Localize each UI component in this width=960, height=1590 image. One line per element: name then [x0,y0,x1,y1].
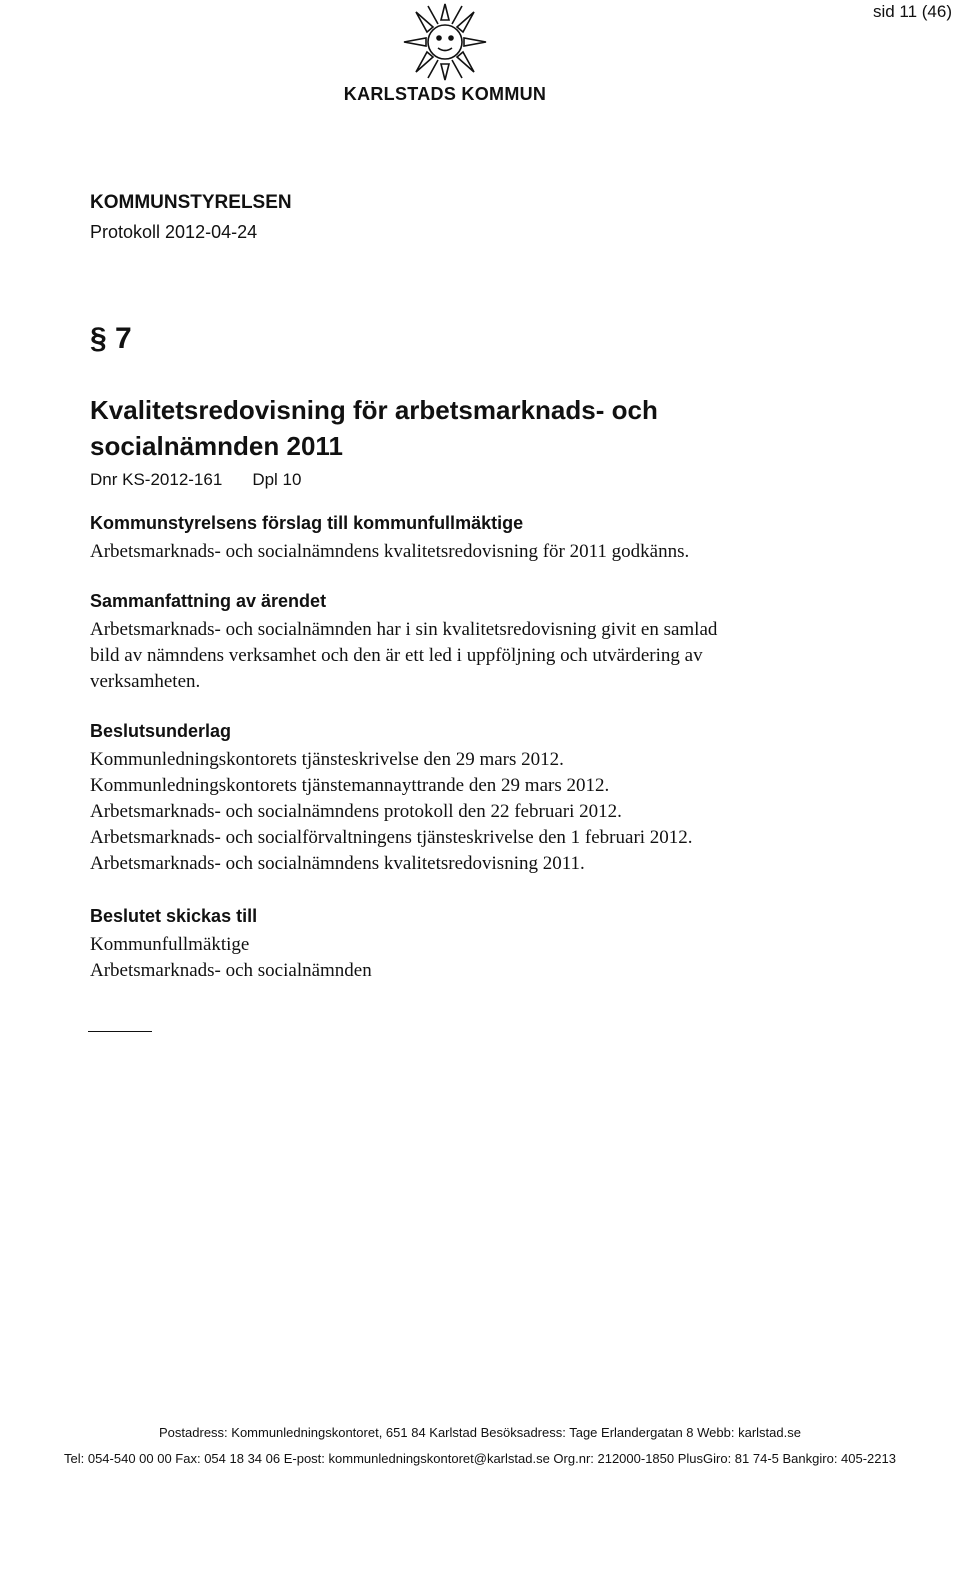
footer-address: Postadress: Kommunledningskontoret, 651 84 Karlstad Besöksadress: Tage Erlandergatan 8 Webb: karlstad.se [159,1425,801,1440]
page-number: sid 11 (46) [872,2,952,21]
footer-contact: Tel: 054-540 00 00 Fax: 054 18 34 06 E-post: kommunledningskontoret@karlstad.se Org.nr: 212000-1850 PlusGiro: 81 74-5 Bankgiro: 405-2213 [64,1451,896,1466]
summary-text [90,617,810,695]
summary-line-1: Arbetsmarknads- och socialnämnden har i sin kvalitetsredovisning givit en samlad [90,619,718,640]
title-line-1: Kvalitetsredovisning för arbetsmarknads- och [90,395,658,425]
case-reference [90,470,301,490]
basis-list [90,747,810,877]
logo-text: KARLSTADS KOMMUN [343,84,547,104]
summary-heading: Sammanfattning av ärendet [90,591,327,611]
dpl-number: Dpl 10 [252,470,302,489]
proposal-text: Arbetsmarknads- och socialnämndens kvalitetsredovisning för 2011 godkänns. [90,541,690,562]
section-number: § 7 [90,322,132,355]
protocol-date: Protokoll 2012-04-24 [90,222,258,242]
title-line-2: socialnämnden 2011 [90,431,343,461]
sun-logo-icon [400,2,490,82]
basis-item: Kommunledningskontorets tjänstemannayttrande den 29 mars 2012. [90,775,610,796]
recipient-item: Kommunfullmäktige [90,934,250,955]
basis-item: Arbetsmarknads- och socialnämndens kvalitetsredovisning 2011. [90,853,585,874]
basis-item: Arbetsmarknads- och socialnämndens protokoll den 22 februari 2012. [90,801,622,822]
dnr-number: Dnr KS-2012-161 [90,470,223,489]
page-title [90,392,870,464]
proposal-heading: Kommunstyrelsens förslag till kommunfullmäktige [90,513,524,533]
summary-line-3: verksamheten. [90,671,201,692]
end-divider [88,1031,152,1032]
basis-item: Arbetsmarknads- och socialförvaltningens tjänsteskrivelse den 1 februari 2012. [90,827,693,848]
organization-name: KOMMUNSTYRELSEN [90,192,292,213]
basis-item: Kommunledningskontorets tjänsteskrivelse den 29 mars 2012. [90,749,564,770]
summary-line-2: bild av nämndens verksamhet och den är ett led i uppföljning och utvärdering av [90,645,703,666]
recipient-item: Arbetsmarknads- och socialnämnden [90,960,372,981]
recipients-list [90,932,810,984]
recipients-heading: Beslutet skickas till [90,906,258,926]
basis-heading: Beslutsunderlag [90,721,232,741]
